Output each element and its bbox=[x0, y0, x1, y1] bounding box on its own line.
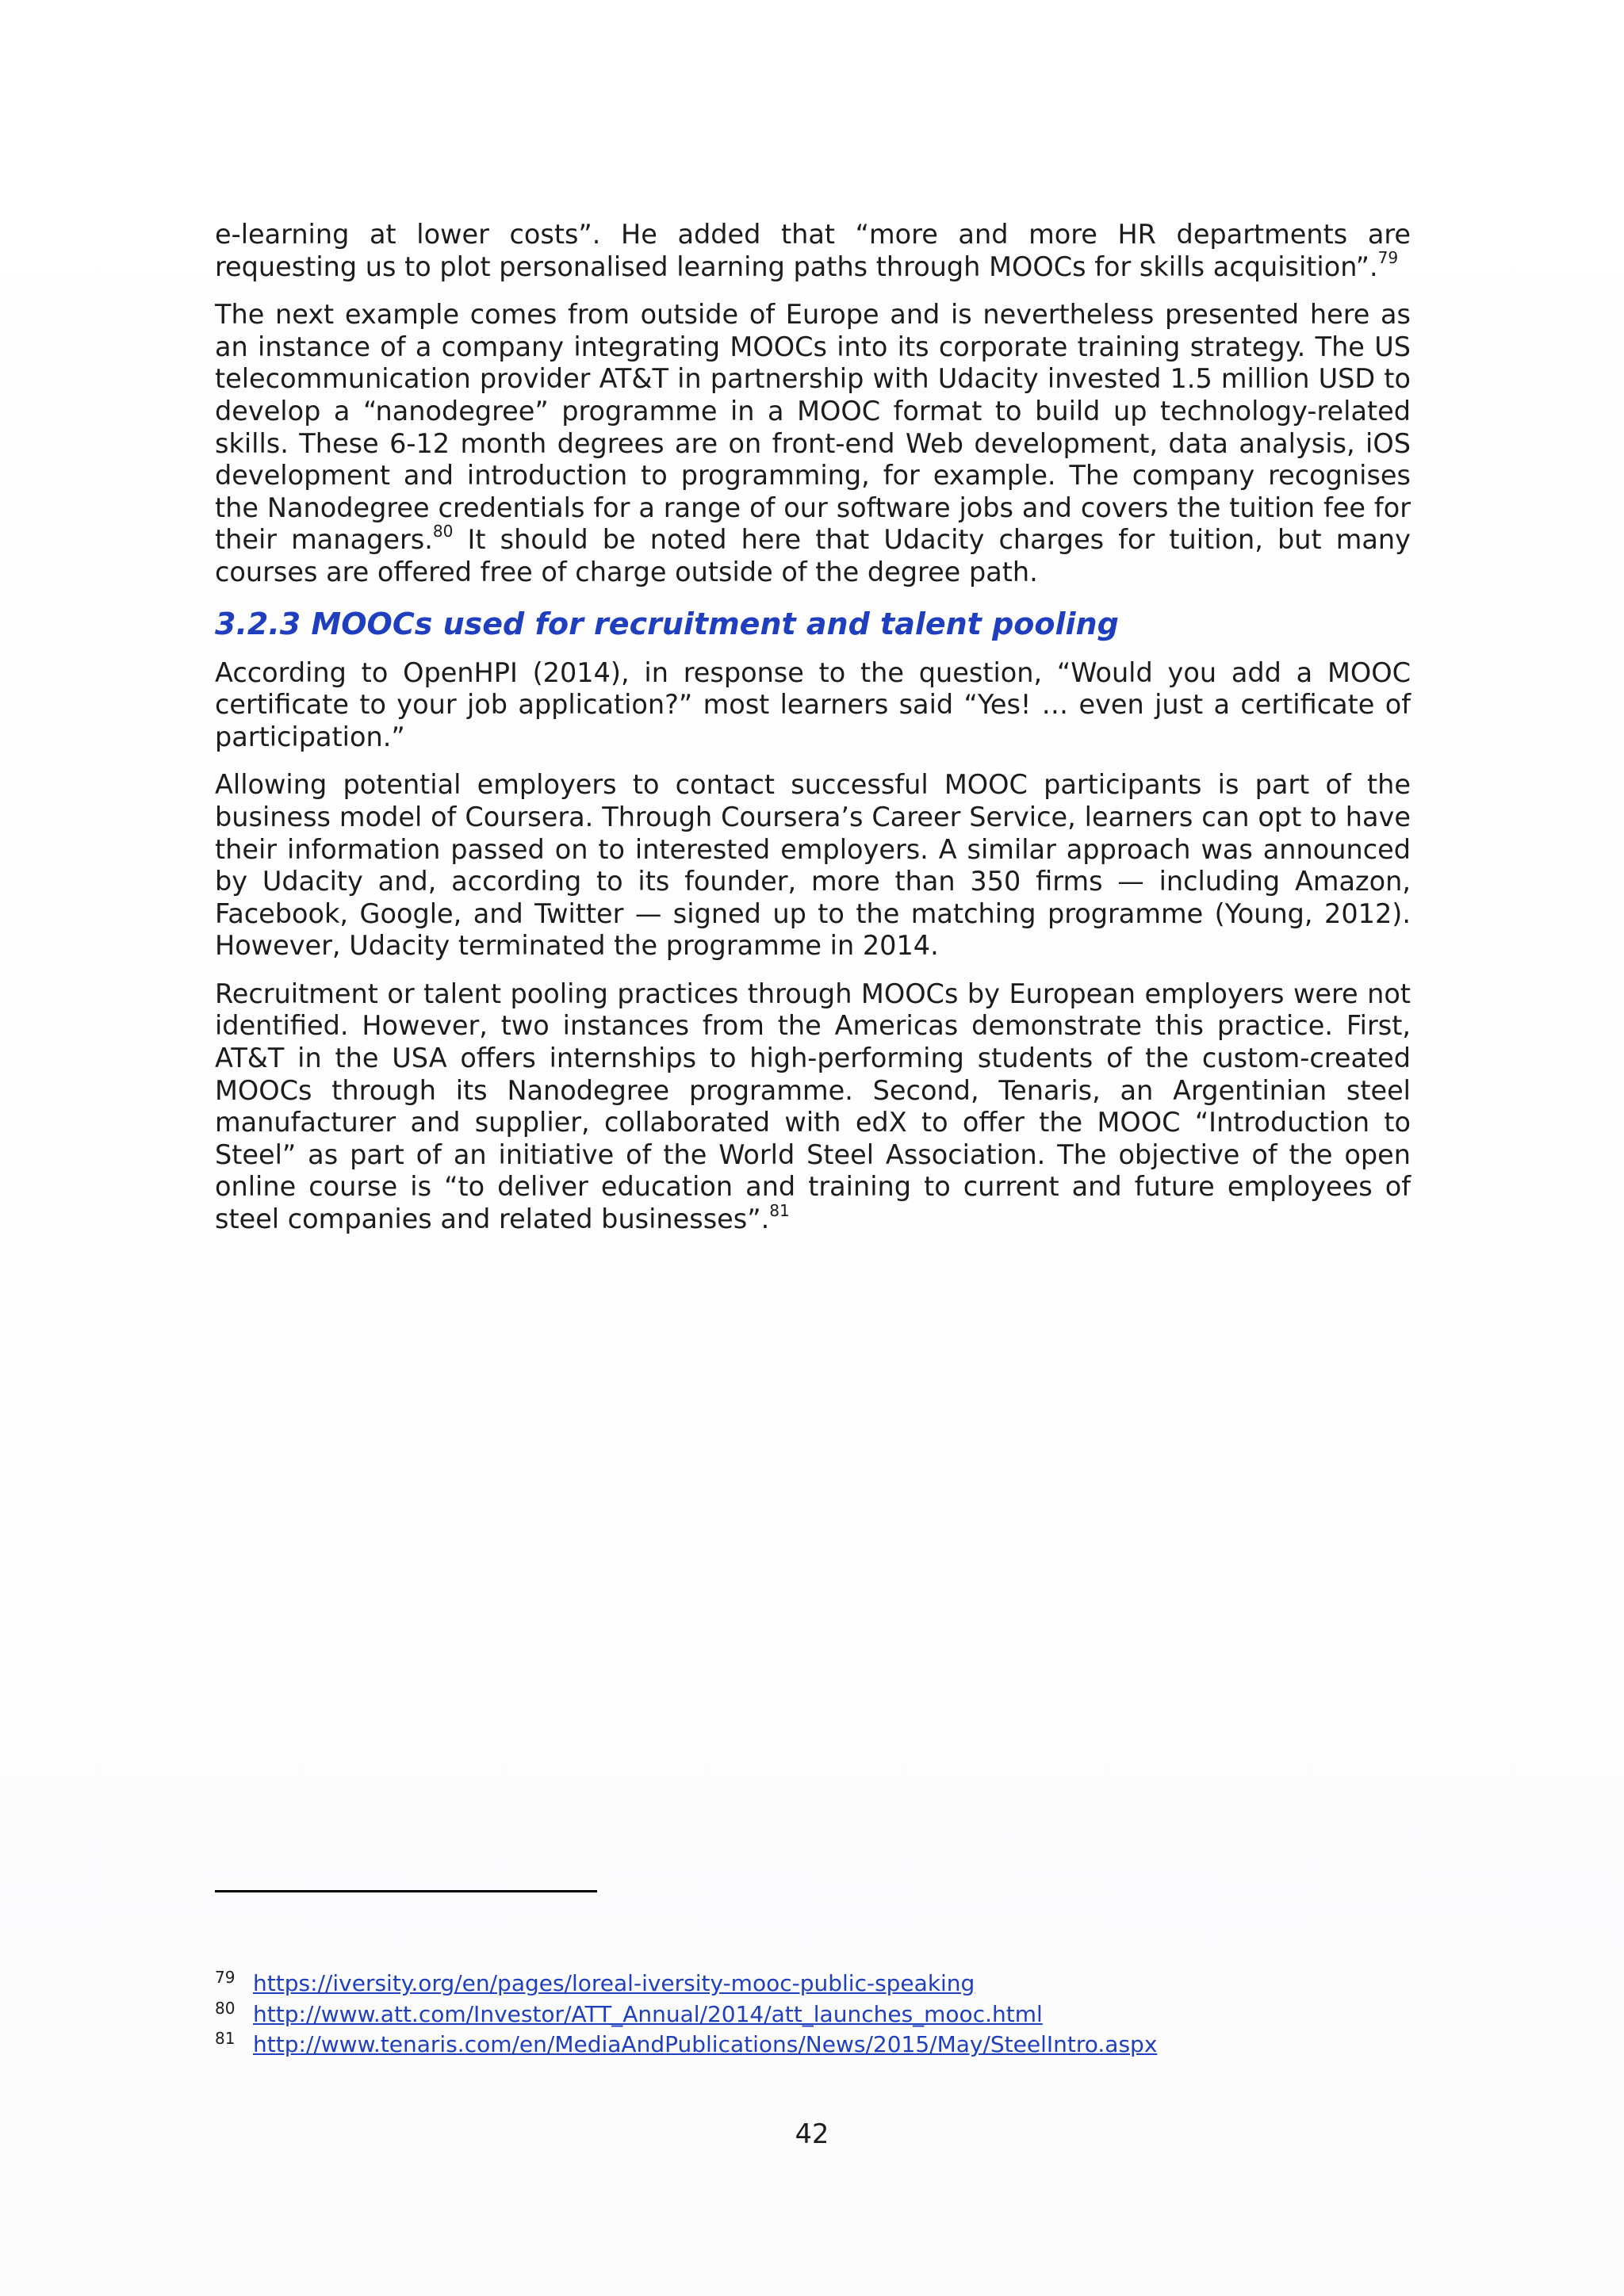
footnote-link[interactable]: http://www.att.com/Investor/ATT_Annual/2014/att_launches_mooc.html bbox=[253, 2000, 1043, 2027]
paragraph-continued bbox=[215, 219, 1411, 283]
body-text bbox=[215, 219, 1411, 1252]
footnote-ref-79[interactable]: 79 bbox=[1377, 248, 1399, 268]
paragraph-text: The next example comes from outside of Europe and is nevertheless presented here as an instance of a company integrating MOOCs into its corporate training strategy. The US telecommunication provider AT&T in partnership with Udacity invested 1.5 million USD to develop a “nanodegree” programme in a MOOC format to build up technology-related skills. These 6-12 month degrees are on front-end Web development, data analysis, iOS development and introduction to programming, for example. The company recognises the Nanodegree credentials for a range of our software jobs and covers the tuition fee for their managers. bbox=[215, 299, 1411, 556]
footnote-separator bbox=[215, 1890, 597, 1892]
paragraph-att-udacity bbox=[215, 299, 1411, 588]
paragraph-openhpi bbox=[215, 657, 1411, 754]
footnote-number: 80 bbox=[215, 1998, 236, 2018]
paragraph-recruitment bbox=[215, 978, 1411, 1236]
footnote-number: 81 bbox=[215, 2029, 236, 2048]
footnote-80 bbox=[215, 2000, 1411, 2031]
paragraph-text: Allowing potential employers to contact successful MOOC participants is part of the business model of Coursera. Through Coursera’s Career Service, learners can opt to have their information passed on to interested employers. A similar approach was announced by Udacity and, according to its founder, more than 350 firms — including Amazon, Facebook, Google, and Twitter — signed up to the matching programme (Young, 2012). However, Udacity terminated the programme in 2014. bbox=[215, 769, 1411, 962]
footnote-79 bbox=[215, 1969, 1411, 2000]
paragraph-coursera bbox=[215, 769, 1411, 962]
page-number: 42 bbox=[795, 2118, 829, 2149]
paragraph-text: Recruitment or talent pooling practices through MOOCs by European employers were not identified. However, two instances from the Americas demonstrate this practice. First, AT&T in the USA offers internships to high-performing students of the custom-created MOOCs through its Nanodegree programme. Second, Tenaris, an Argentinian steel manufacturer and supplier, collaborated with edX to offer the MOOC “Introduction to Steel” as part of an initiative of the World Steel Association. The objective of the open online course is “to deliver education and training to current and future employees of steel companies and related businesses”. bbox=[215, 978, 1411, 1235]
footnote-ref-81[interactable]: 81 bbox=[769, 1200, 790, 1220]
section-heading: 3.2.3 MOOCs used for recruitment and talent pooling bbox=[215, 606, 1119, 641]
paragraph-text: e-learning at lower costs”. He added that “more and more HR departments are requesting us to plot personalised learning paths through MOOCs for skills acquisition”. bbox=[215, 219, 1411, 282]
paragraph-text: According to OpenHPI (2014), in response to the question, “Would you add a MOOC certificate to your job application?” most learners said “Yes! … even just a certificate of participation.” bbox=[215, 656, 1411, 752]
footnotes bbox=[215, 1969, 1411, 2061]
footnote-number: 79 bbox=[215, 1968, 236, 1987]
footnote-link[interactable]: https://iversity.org/en/pages/loreal-iversity-mooc-public-speaking bbox=[253, 1970, 975, 1996]
paragraph-text-continued: It should be noted here that Udacity charges for tuition, but many courses are offered free of charge outside of the degree path. bbox=[215, 524, 1411, 587]
footnote-link[interactable]: http://www.tenaris.com/en/MediaAndPublications/News/2015/May/SteelIntro.aspx bbox=[253, 2031, 1158, 2057]
footnote-ref-80[interactable]: 80 bbox=[432, 522, 454, 541]
footnote-81 bbox=[215, 2030, 1411, 2061]
